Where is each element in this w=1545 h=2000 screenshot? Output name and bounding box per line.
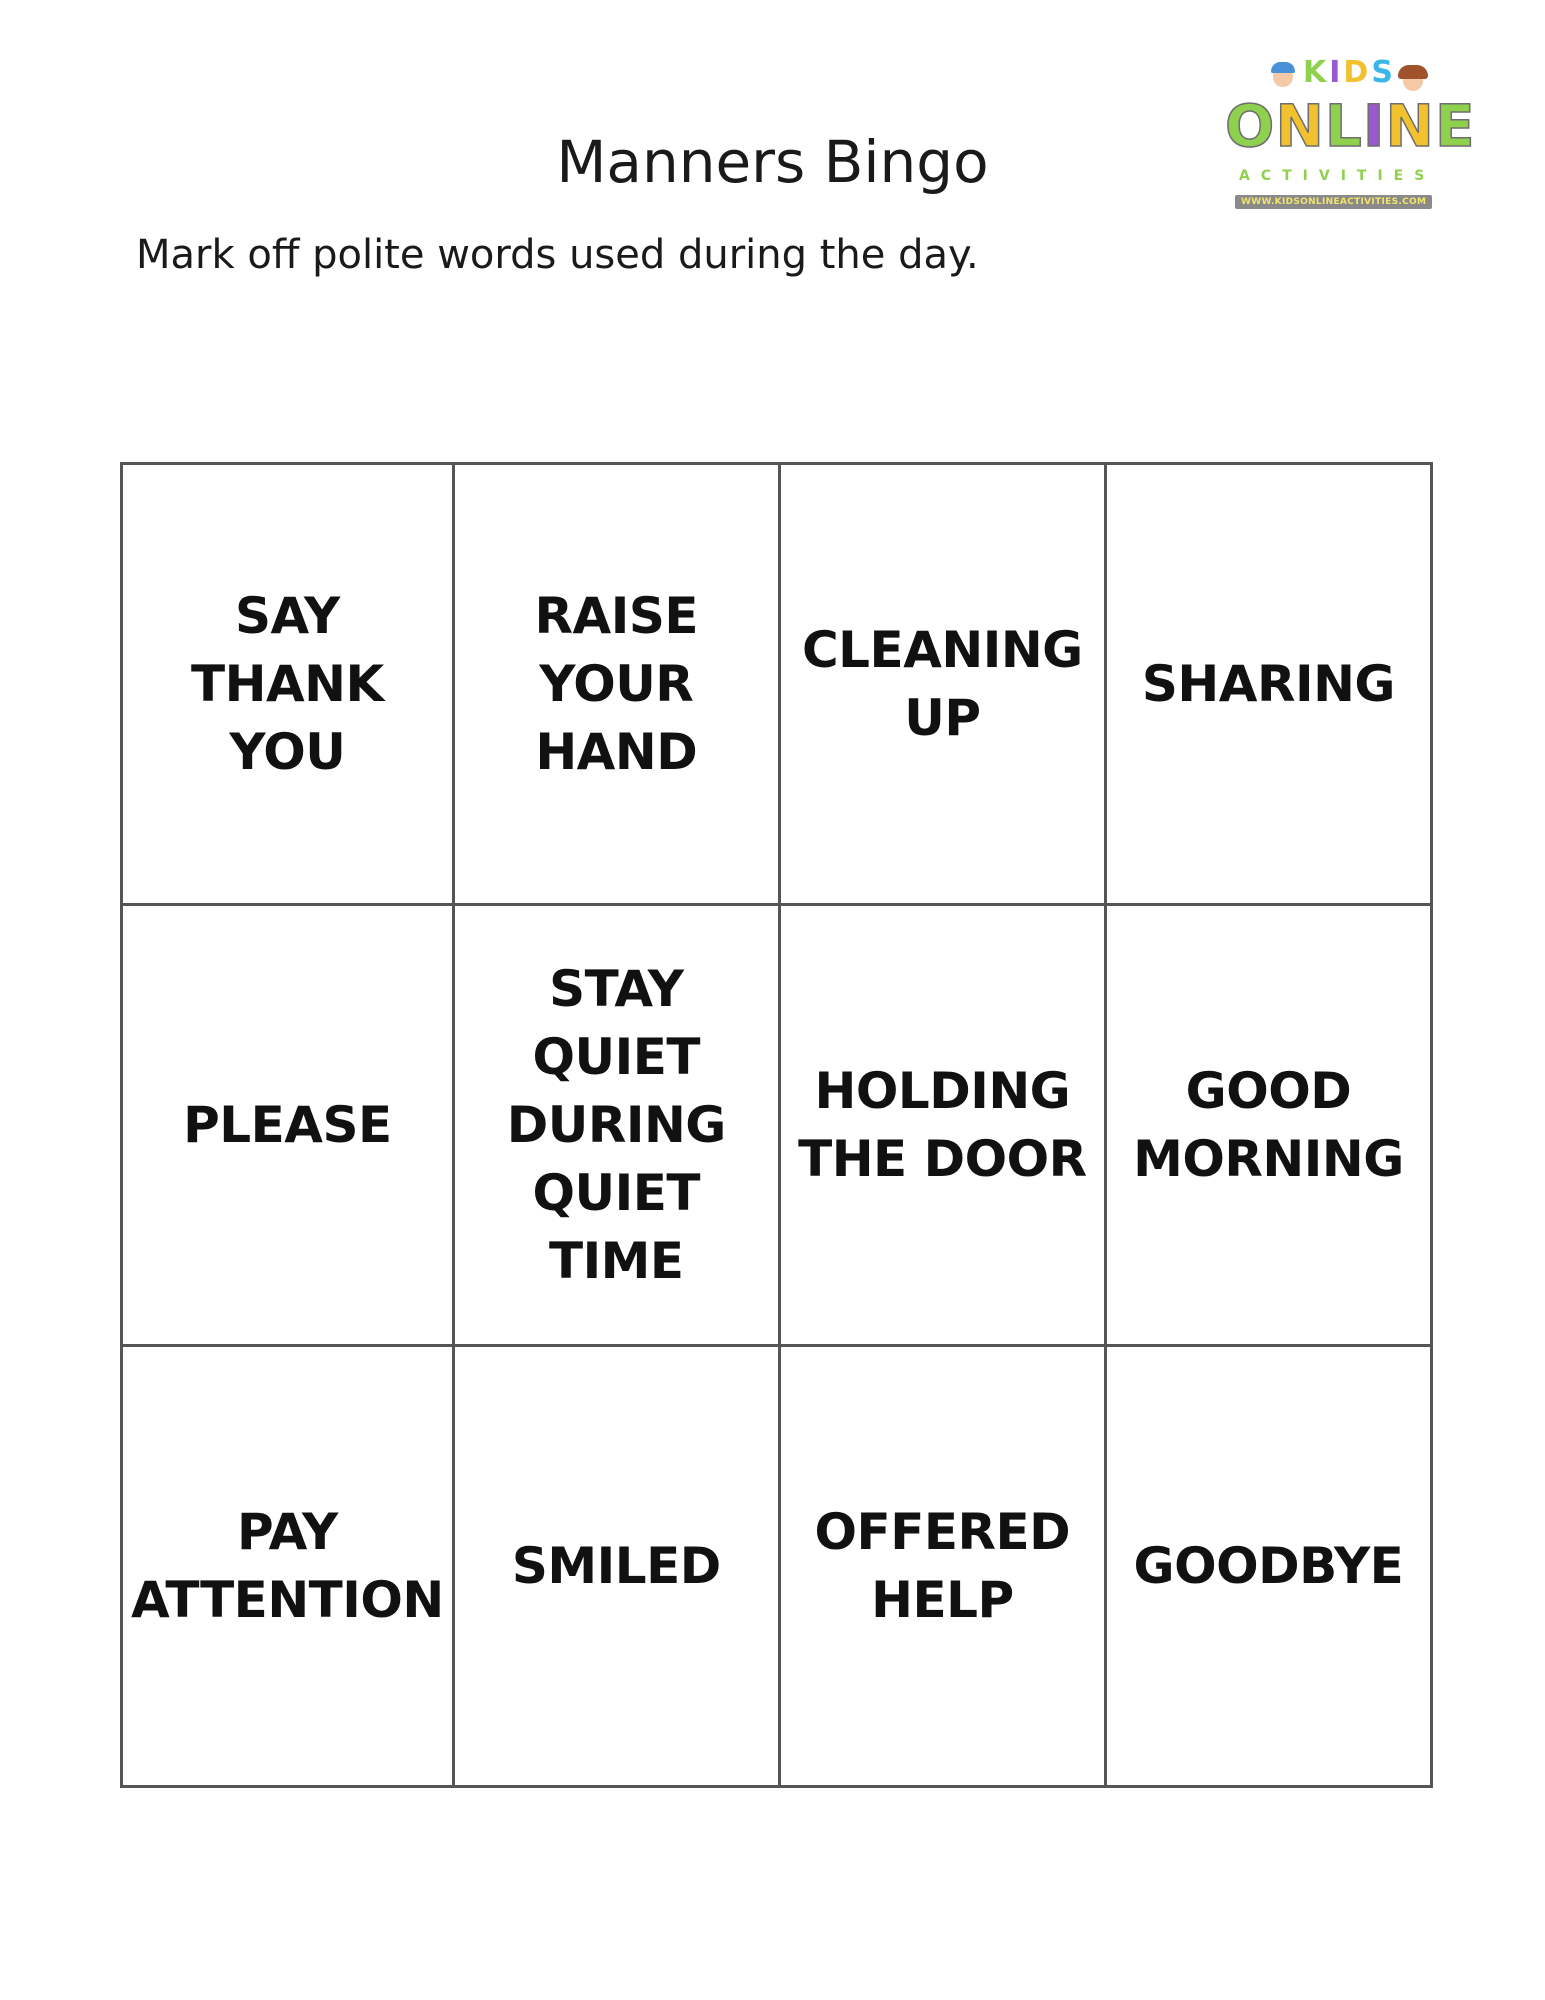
bingo-cell-sharing[interactable]: SHARING [1107,465,1433,906]
instructions-text: Mark off polite words used during the day. [136,232,979,278]
logo-url: WWW.KIDSONLINEACTIVITIES.COM [1235,195,1432,209]
bingo-cell-offered-help[interactable]: OFFERED HELP [781,1347,1107,1788]
boy-face-icon [1273,67,1293,87]
logo-kids-text: KIDS [1303,55,1396,90]
logo-online-text: ONLINE [1225,92,1476,160]
bingo-cell-holding-the-door[interactable]: HOLDING THE DOOR [781,906,1107,1347]
girl-face-icon [1403,71,1423,91]
bingo-cell-smiled[interactable]: SMILED [455,1347,781,1788]
bingo-cell-say-thank-you[interactable]: SAY THANK YOU [123,465,455,906]
bingo-cell-raise-your-hand[interactable]: RAISE YOUR HAND [455,465,781,906]
bingo-cell-goodbye[interactable]: GOODBYE [1107,1347,1433,1788]
bingo-cell-stay-quiet[interactable]: STAY QUIET DURING QUIET TIME [455,906,781,1347]
bingo-cell-cleaning-up[interactable]: CLEANING UP [781,465,1107,906]
bingo-cell-good-morning[interactable]: GOOD MORNING [1107,906,1433,1347]
bingo-cell-pay-attention[interactable]: PAY ATTENTION [123,1347,455,1788]
logo-activities-text: ACTIVITIES [1239,168,1436,184]
bingo-cell-please[interactable]: PLEASE [123,906,455,1347]
bingo-grid [120,462,1433,1788]
page-title: Manners Bingo [556,128,989,196]
